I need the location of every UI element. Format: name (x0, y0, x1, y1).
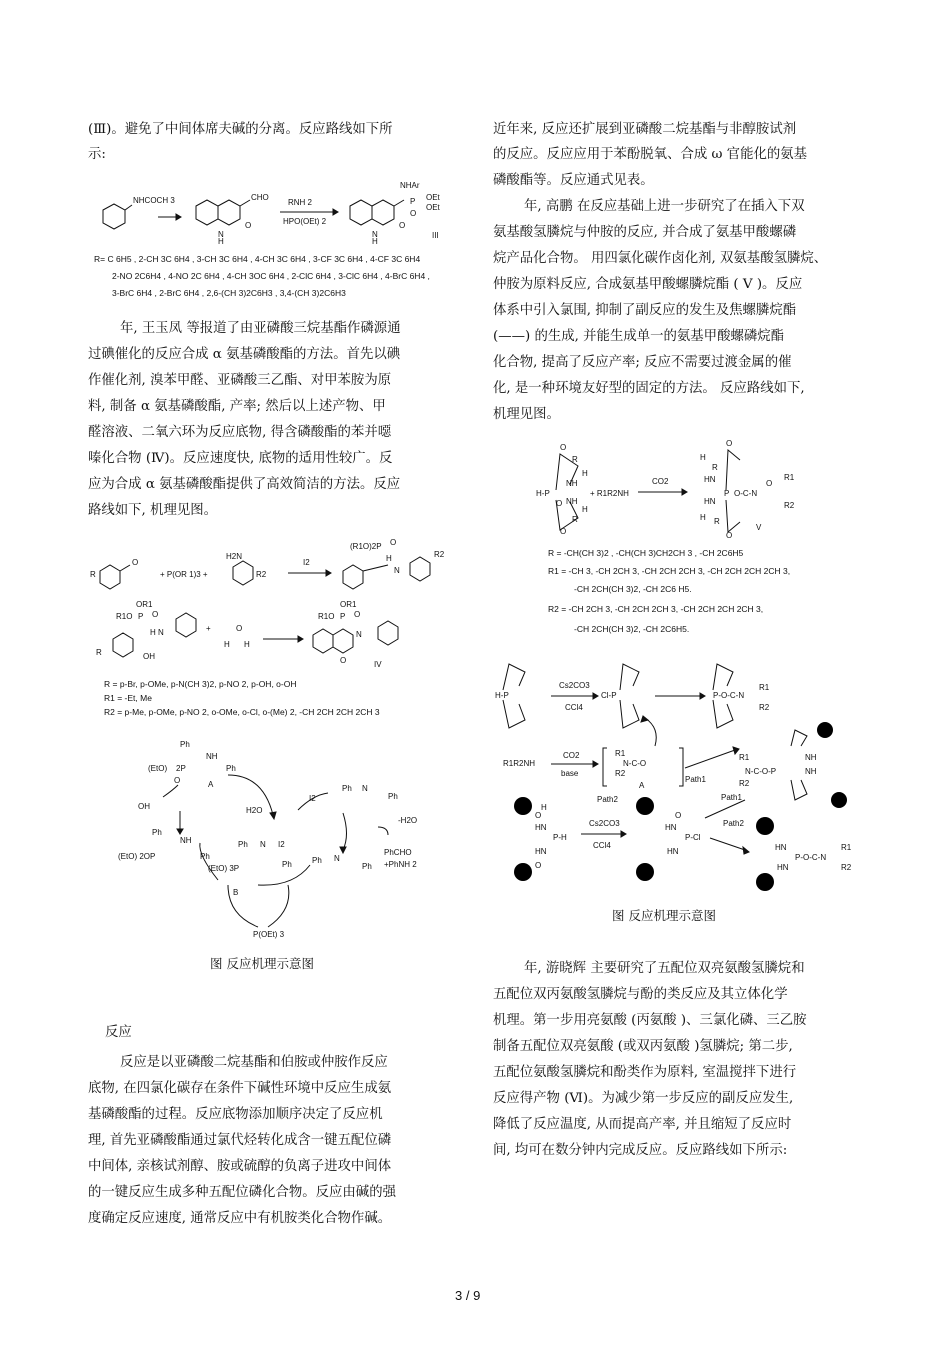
chem-label: -H2O (398, 816, 418, 825)
chem-label: P-Cl (685, 833, 701, 842)
chem-label: H-P (495, 691, 509, 700)
chem-label: R1 (841, 843, 852, 852)
chem-label: R2 (759, 703, 770, 712)
chem-label: I2 (309, 794, 316, 803)
chem-label: R1O (318, 612, 335, 621)
label-nhar: NHAr (400, 181, 420, 190)
chem-label: R (572, 455, 578, 464)
text-line: 中间体, 亲核试剂醇、胺或硫醇的负离子进攻中间体 (88, 1159, 392, 1174)
chem-label: O (410, 209, 417, 218)
chem-label: O (766, 479, 773, 488)
chem-label: NH (206, 752, 218, 761)
chem-label: P (410, 197, 416, 206)
text-line: 理, 首先亚磷酸酯通过氯代烃转化成含一键五配位磷 (88, 1133, 392, 1148)
r-line: 2-NO 2C6H4 , 4-NO 2C 6H4 , 4-CH 3OC 6H4 , 2-ClC 6H4 , 3-ClC 6H4 , 4-BrC 6H4 , (112, 271, 430, 281)
text-line: 五配位双丙氨酸氢膦烷与酚的类反应及其立体化学 (493, 987, 788, 1002)
text-line: 年, 高鹏 在反应基础上进一步研究了在插入下双 (524, 199, 805, 214)
chem-label: CO2 (563, 751, 580, 760)
chem-label: P-O-C-N (795, 853, 827, 862)
chem-label: I2 (303, 558, 310, 567)
chem-label: O (560, 527, 567, 536)
chem-label: O (535, 811, 542, 820)
chem-label: + P(OR 1)3 + (160, 570, 208, 579)
text-line: 醛溶液、二氧六环为反应底物, 得含磷酸酯的苯并噁 (88, 425, 392, 440)
chem-label: P (724, 489, 730, 498)
chem-label: R2 (841, 863, 852, 872)
reaction-scheme-2 (88, 535, 448, 725)
reaction-scheme-1 (88, 180, 448, 300)
chem-label: R2 (256, 570, 267, 579)
chem-label: O (675, 811, 682, 820)
chem-label: O (726, 439, 733, 448)
chem-label: N (394, 566, 400, 575)
chem-label: R1O (116, 612, 133, 621)
text-line: 近年来, 反应还扩展到亚磷酸二烷基酯与非醇胺试剂 (493, 122, 797, 137)
chem-label: R = -CH(CH 3)2 , -CH(CH 3)CH2CH 3 , -CH 2C6H5 (548, 548, 744, 558)
reaction-scheme-3 (530, 440, 860, 640)
chem-label: H (372, 237, 378, 246)
chem-label: Cs2CO3 (559, 681, 590, 690)
chem-label: HN (704, 475, 716, 484)
page-number: 3 / 9 (455, 1288, 481, 1303)
chem-label: H (224, 640, 230, 649)
chem-label: H2N (226, 552, 243, 561)
text-line: 底物, 在四氯化碳存在条件下碱性环境中反应生成氨 (88, 1081, 392, 1096)
chem-label: H2O (246, 806, 263, 815)
text-line: (Ⅲ)。避免了中间体席夫碱的分离。反应路线如下所 (88, 122, 393, 137)
chem-label: NH (180, 836, 192, 845)
text-line: 降低了反应温度, 从而提高产率, 并且缩短了反应时 (493, 1117, 792, 1132)
reagent-bottom: HPO(OEt) 2 (283, 217, 327, 226)
chem-label: HN (535, 823, 547, 832)
text-line: 制备五配位双亮氨酸 (或双丙氨酸 )氢膦烷; 第二步, (493, 1039, 793, 1054)
chem-label: H-P (536, 489, 550, 498)
chem-label: Ph (200, 852, 210, 861)
text-line: 磷酸酯等。反应通式见表。 (493, 173, 654, 188)
chem-label: N (372, 230, 378, 239)
chem-label: N-C-O-P (745, 767, 777, 776)
chem-label: Ph (152, 828, 162, 837)
chem-label: O (236, 624, 243, 633)
text-line: 基磷酸酯的过程。反应底物添加顺序决定了反应机 (88, 1107, 383, 1122)
text-line: 过碘催化的反应合成 α 氨基磷酸酯的方法。首先以碘 (88, 347, 401, 362)
chem-label: V (756, 523, 762, 532)
compound-label-III: III (432, 231, 439, 240)
chem-label: HN (777, 863, 789, 872)
chem-label: R1 = -Et, Me (104, 693, 152, 703)
text-line: 示: (88, 147, 106, 162)
chem-label: H (218, 237, 224, 246)
chem-label: O (174, 776, 181, 785)
chem-label: R2 (784, 501, 795, 510)
chem-label: (EtO) 3P (208, 864, 240, 873)
chem-label: B (233, 888, 239, 897)
text-line: 间, 均可在数分钟内完成反应。反应路线如下所示: (493, 1143, 788, 1158)
chem-label: Path1 (721, 793, 742, 802)
chem-label: Ph (226, 764, 236, 773)
mechanism-diagram-2 (495, 650, 860, 900)
chem-label: R1 (784, 473, 795, 482)
label-oet2: OEt (426, 203, 440, 212)
chem-label: O (152, 610, 159, 619)
chem-label: IV (374, 660, 382, 669)
text-line: 的反应。反应应用于苯酚脱氧、合成 ω 官能化的氨基 (493, 147, 808, 162)
chem-label: H (582, 505, 588, 514)
chem-label: Ph (388, 792, 398, 801)
chem-label: Path1 (685, 775, 706, 784)
chem-label: HN (667, 847, 679, 856)
chem-label: I2 (278, 840, 285, 849)
chem-label: R (714, 517, 720, 526)
chem-label: N (218, 230, 224, 239)
text-line: 年, 游晓辉 主要研究了五配位双亮氨酸氢膦烷和 (524, 961, 805, 976)
chem-label: Ph (282, 860, 292, 869)
chem-label: H (150, 628, 156, 637)
chem-label: N (158, 628, 164, 637)
chem-label: H (582, 469, 588, 478)
text-line: 路线如下, 机理见图。 (88, 503, 218, 518)
chem-label: NH (566, 479, 578, 488)
chem-label: Path2 (723, 819, 744, 828)
chem-label: O (245, 221, 252, 230)
chem-label: P (340, 612, 346, 621)
chem-label: O (132, 558, 139, 567)
chem-label: R1R2NH (503, 759, 536, 768)
chem-label: R2 (739, 779, 750, 788)
chem-label: R1 = -CH 3, -CH 2CH 3, -CH 2CH 2CH 3, -CH 2CH 2CH 2CH 3, (548, 566, 791, 576)
chem-label: R1 (615, 749, 626, 758)
text-line: 机理。第一步用亮氨酸 (丙氨酸 )、三氯化磷、三乙胺 (493, 1013, 807, 1028)
chem-label: + R1R2NH (590, 489, 629, 498)
text-line: (——) 的生成, 并能生成单一的氨基甲酸螺磷烷酯 (493, 329, 785, 344)
chem-label: Ph (312, 856, 322, 865)
text-line: 仲胺为原料反应, 合成氨基甲酸螺膦烷酯 ( V )。反应 (493, 277, 803, 292)
chem-label: R2 (434, 550, 445, 559)
chem-label: R2 (615, 769, 626, 778)
chem-label: PhCHO (384, 848, 412, 857)
chem-label: P-O-C-N (713, 691, 745, 700)
chem-label: O (726, 531, 733, 540)
text-line: 应为合成 α 氨基磷酸酯提供了高效简洁的方法。反应 (88, 477, 401, 492)
label-cho: CHO (251, 193, 269, 202)
chem-label: R2 = -CH 2CH 3, -CH 2CH 2CH 3, -CH 2CH 2CH 2CH 3, (548, 604, 764, 614)
chem-label: P-H (553, 833, 567, 842)
chem-label: Cs2CO3 (589, 819, 620, 828)
label-start: NHCOCH 3 (133, 196, 175, 205)
chem-label: -CH 2CH(CH 3)2, -CH 2C6H5. (574, 624, 690, 634)
chem-label: Ph (342, 784, 352, 793)
chem-label: P(OEt) 3 (253, 930, 285, 939)
chem-label: O (556, 499, 563, 508)
chem-label: CCl4 (565, 703, 583, 712)
text-line: 化合物, 提高了反应产率; 反应不需要过渡金属的催 (493, 355, 792, 370)
reagent-top: RNH 2 (288, 198, 313, 207)
r-line: 3-BrC 6H4 , 2-BrC 6H4 , 2,6-(CH 3)2C6H3 , 3,4-(CH 3)2C6H3 (112, 288, 346, 298)
chem-label: CCl4 (593, 841, 611, 850)
chem-label: H (386, 554, 392, 563)
chem-label: O (399, 221, 406, 230)
text-line: 年, 王玉凤 等报道了由亚磷酸三烷基酯作磷源通 (120, 321, 401, 336)
chem-label: NH (805, 753, 817, 762)
chem-label: Ph (180, 740, 190, 749)
text-line: 的一键反应生成多种五配位磷化合物。反应由碱的强 (88, 1185, 396, 1200)
chem-label: R1 (759, 683, 770, 692)
chem-label: R (572, 515, 578, 524)
chem-label: Ph (238, 840, 248, 849)
chem-label: HN (535, 847, 547, 856)
chem-label: H (541, 803, 547, 812)
chem-label: Ph (362, 862, 372, 871)
chem-label: N (356, 630, 362, 639)
chem-label: H (700, 513, 706, 522)
chem-label: O (560, 443, 567, 452)
chem-label: OR1 (340, 600, 357, 609)
chem-label: OH (143, 652, 155, 661)
text-line: 反应是以亚磷酸二烷基酯和伯胺或仲胺作反应 (120, 1055, 388, 1070)
chem-label: N (260, 840, 266, 849)
figure-caption-left: 图 反应机理示意图 (210, 956, 314, 971)
text-line: 烷产品化合物。 用四氯化碳作卤化剂, 双氨基酸氢膦烷、 (493, 251, 828, 266)
chem-label: R2 = p-Me, p-OMe, p-NO 2, o-OMe, o-Cl, o-(Me) 2, -CH 2CH 2CH 2CH 3 (104, 707, 380, 717)
chem-label: N (362, 784, 368, 793)
chem-label: HN (665, 823, 677, 832)
chem-label: +PhNH 2 (384, 860, 417, 869)
text-line: 机理见图。 (493, 407, 560, 422)
chem-label: O (535, 861, 542, 870)
chem-label: (EtO) (148, 764, 168, 773)
chem-label: NH (566, 497, 578, 506)
text-line: 五配位氨酸氢膦烷和酚类作为原料, 室温搅拌下进行 (493, 1065, 797, 1080)
section-heading: 反应 (105, 1025, 132, 1040)
chem-label: A (639, 781, 645, 790)
chem-label: O-C-N (734, 489, 758, 498)
chem-label: -CH 2CH(CH 3)2, -CH 2C6 H5. (574, 584, 692, 594)
text-line: 化, 是一种环境友好型的固定的方法。 反应路线如下, (493, 381, 805, 396)
text-line: 氨基酸氢膦烷与仲胺的反应, 并合成了氨基甲酸螺磷 (493, 225, 797, 240)
chem-label: Path2 (597, 795, 618, 804)
chem-label: H (244, 640, 250, 649)
chem-label: O (390, 538, 397, 547)
chem-label: O (340, 656, 347, 665)
chem-label: A (208, 780, 214, 789)
chem-label: (R1O)2P (350, 542, 382, 551)
chem-label: O (354, 610, 361, 619)
text-line: 作催化剂, 溴苯甲醛、亚磷酸三乙酯、对甲苯胺为原 (88, 373, 392, 388)
chem-label: OR1 (136, 600, 153, 609)
text-line: 体系中引入氯围, 抑制了副反应的发生及焦螺膦烷酯 (493, 303, 797, 318)
chem-label: CO2 (652, 477, 669, 486)
r-line: R= C 6H5 , 2-CH 3C 6H4 , 3-CH 3C 6H4 , 4-CH 3C 6H4 , 3-CF 3C 6H4 , 4-CF 3C 6H4 (94, 254, 421, 264)
chem-label: base (561, 769, 579, 778)
chem-label: + (206, 624, 211, 633)
text-line: 反应得产物 (Ⅵ)。为减少第一步反应的副反应发生, (493, 1091, 794, 1106)
chem-label: R = p-Br, p-OMe, p-N(CH 3)2, p-NO 2, p-OH, o-OH (104, 679, 297, 689)
text-line: 度确定反应速度, 通常反应中有机胺类化合物作碱。 (88, 1211, 392, 1226)
chem-label: HN (704, 497, 716, 506)
figure-caption-right: 图 反应机理示意图 (612, 908, 716, 923)
chem-label: N (334, 854, 340, 863)
chem-label: NH (805, 767, 817, 776)
chem-label: N-C-O (623, 759, 647, 768)
chem-label: P (138, 612, 144, 621)
label-oet1: OEt (426, 193, 440, 202)
chem-label: R (90, 570, 96, 579)
chem-label: OH (138, 802, 150, 811)
text-line: 嗪化合物 (Ⅳ)。反应速度快, 底物的适用性较广。反 (88, 451, 393, 466)
chem-label: (EtO) 2OP (118, 852, 156, 861)
chem-label: R1 (739, 753, 750, 762)
chem-label: 2P (176, 764, 186, 773)
chem-label: R (712, 463, 718, 472)
chem-label: H (700, 453, 706, 462)
chem-label: R (96, 648, 102, 657)
chem-label: Cl-P (601, 691, 617, 700)
mechanism-diagram-1 (88, 735, 428, 940)
chem-label: HN (775, 843, 787, 852)
text-line: 料, 制备 α 氨基磷酸酯, 产率; 然后以上述产物、甲 (88, 399, 386, 414)
